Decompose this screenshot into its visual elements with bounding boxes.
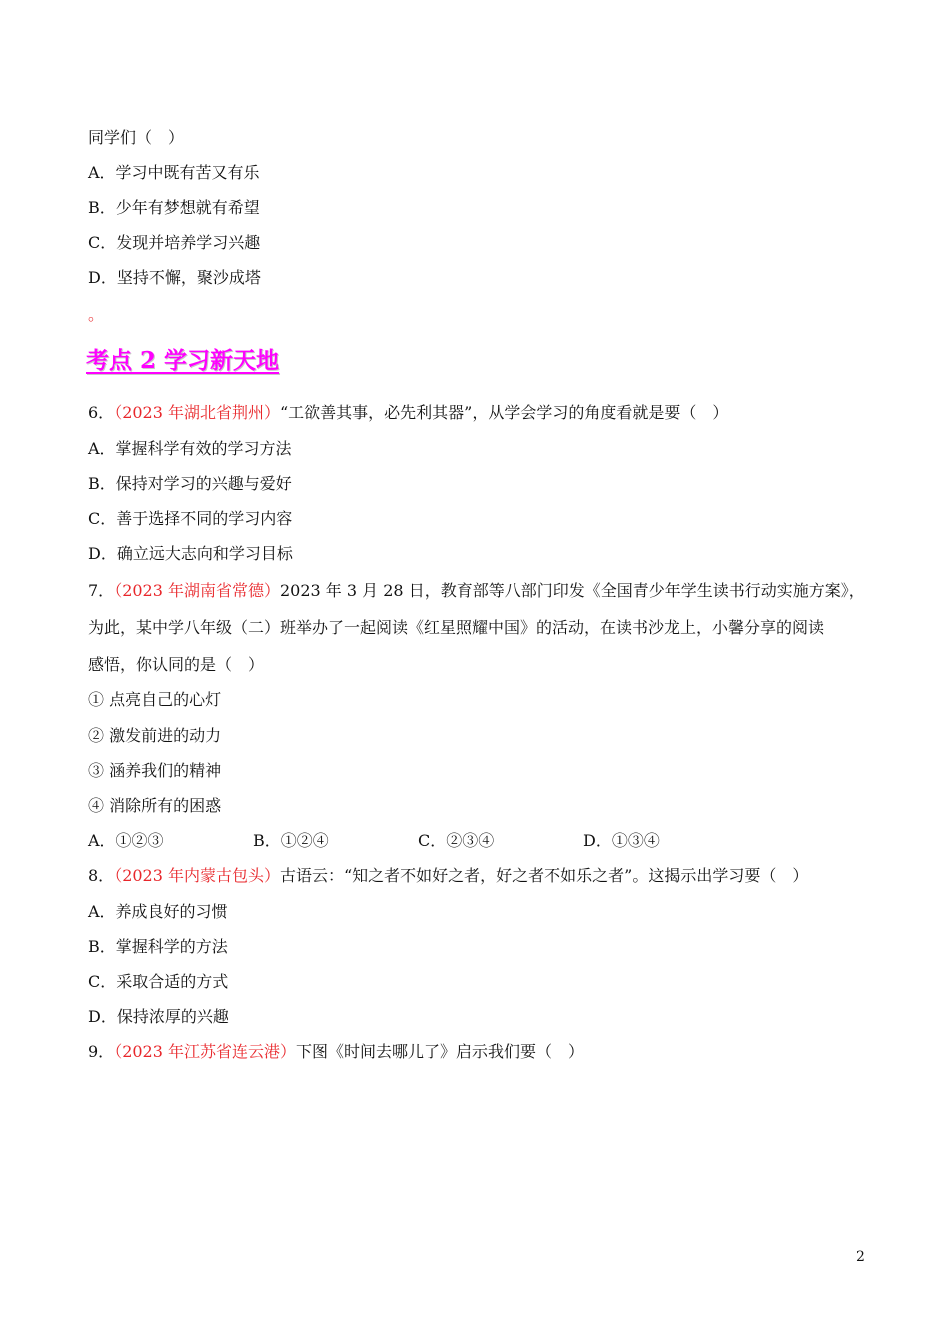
page-number: 2 [856, 1249, 865, 1265]
q9-number: 9． [88, 1042, 115, 1061]
q6-option-d: D．确立远大志向和学习目标 [88, 544, 293, 563]
q5-mark: 。 [88, 305, 105, 324]
q8-option-b: B．掌握科学的方法 [88, 937, 228, 956]
q6-option-b: B．保持对学习的兴趣与爱好 [88, 474, 292, 493]
q7-option-a: A．①②③ [88, 831, 164, 850]
q8-stem [88, 866, 808, 886]
q9-source: （2023 年江苏省连云港） [114, 1042, 296, 1061]
section-title: 考点 2 学习新天地 [86, 347, 280, 374]
q9-stem [88, 1042, 584, 1062]
q5-option-a: A．学习中既有苦又有乐 [88, 163, 260, 182]
q7-stem-text-1: 2023 年 3 月 28 日，教育部等八部门印发《全国青少年学生读书行动实施方案》， [280, 581, 865, 600]
q7-stem-line-1 [88, 581, 865, 601]
q7-option-d: D．①③④ [583, 831, 660, 850]
q8-source: （2023 年内蒙古包头） [114, 866, 280, 885]
q7-stem-line-3: 感悟，你认同的是（ ） [88, 655, 265, 674]
q8-number: 8． [88, 866, 115, 885]
q7-number: 7． [88, 581, 115, 600]
q5-stem-tail: 同学们（ ） [88, 128, 185, 147]
q5-option-b: B．少年有梦想就有希望 [88, 198, 260, 217]
q8-option-d: D．保持浓厚的兴趣 [88, 1007, 229, 1026]
q7-option-c: C．②③④ [418, 831, 495, 850]
q6-number: 6． [88, 403, 115, 422]
q8-stem-text: 古语云：“知之者不如好之者，好之者不如乐之者”。这揭示出学习要（ ） [280, 866, 809, 885]
q6-stem-text: “工欲善其事，必先利其器”，从学会学习的角度看就是要（ ） [280, 403, 729, 422]
q7-stem-line-2: 为此，某中学八年级（二）班举办了一起阅读《红星照耀中国》的活动，在读书沙龙上，小馨分享的阅读 [88, 618, 825, 637]
q7-item-3: ③ 涵养我们的精神 [88, 761, 222, 780]
q7-option-b: B．①②④ [253, 831, 329, 850]
q7-options-row [88, 831, 748, 851]
q5-option-d: D．坚持不懈，聚沙成塔 [88, 268, 261, 287]
q7-source: （2023 年湖南省常德） [114, 581, 280, 600]
q9-stem-text: 下图《时间去哪儿了》启示我们要（ ） [296, 1042, 585, 1061]
q6-stem [88, 403, 728, 423]
q8-option-c: C．采取合适的方式 [88, 972, 229, 991]
q7-item-2: ② 激发前进的动力 [88, 726, 222, 745]
q6-option-c: C．善于选择不同的学习内容 [88, 509, 293, 528]
q7-item-1: ① 点亮自己的心灯 [88, 690, 222, 709]
q7-item-4: ④ 消除所有的困惑 [88, 796, 222, 815]
q6-source: （2023 年湖北省荆州） [114, 403, 280, 422]
q5-option-c: C．发现并培养学习兴趣 [88, 233, 261, 252]
q6-option-a: A．掌握科学有效的学习方法 [88, 439, 292, 458]
q8-option-a: A．养成良好的习惯 [88, 902, 228, 921]
